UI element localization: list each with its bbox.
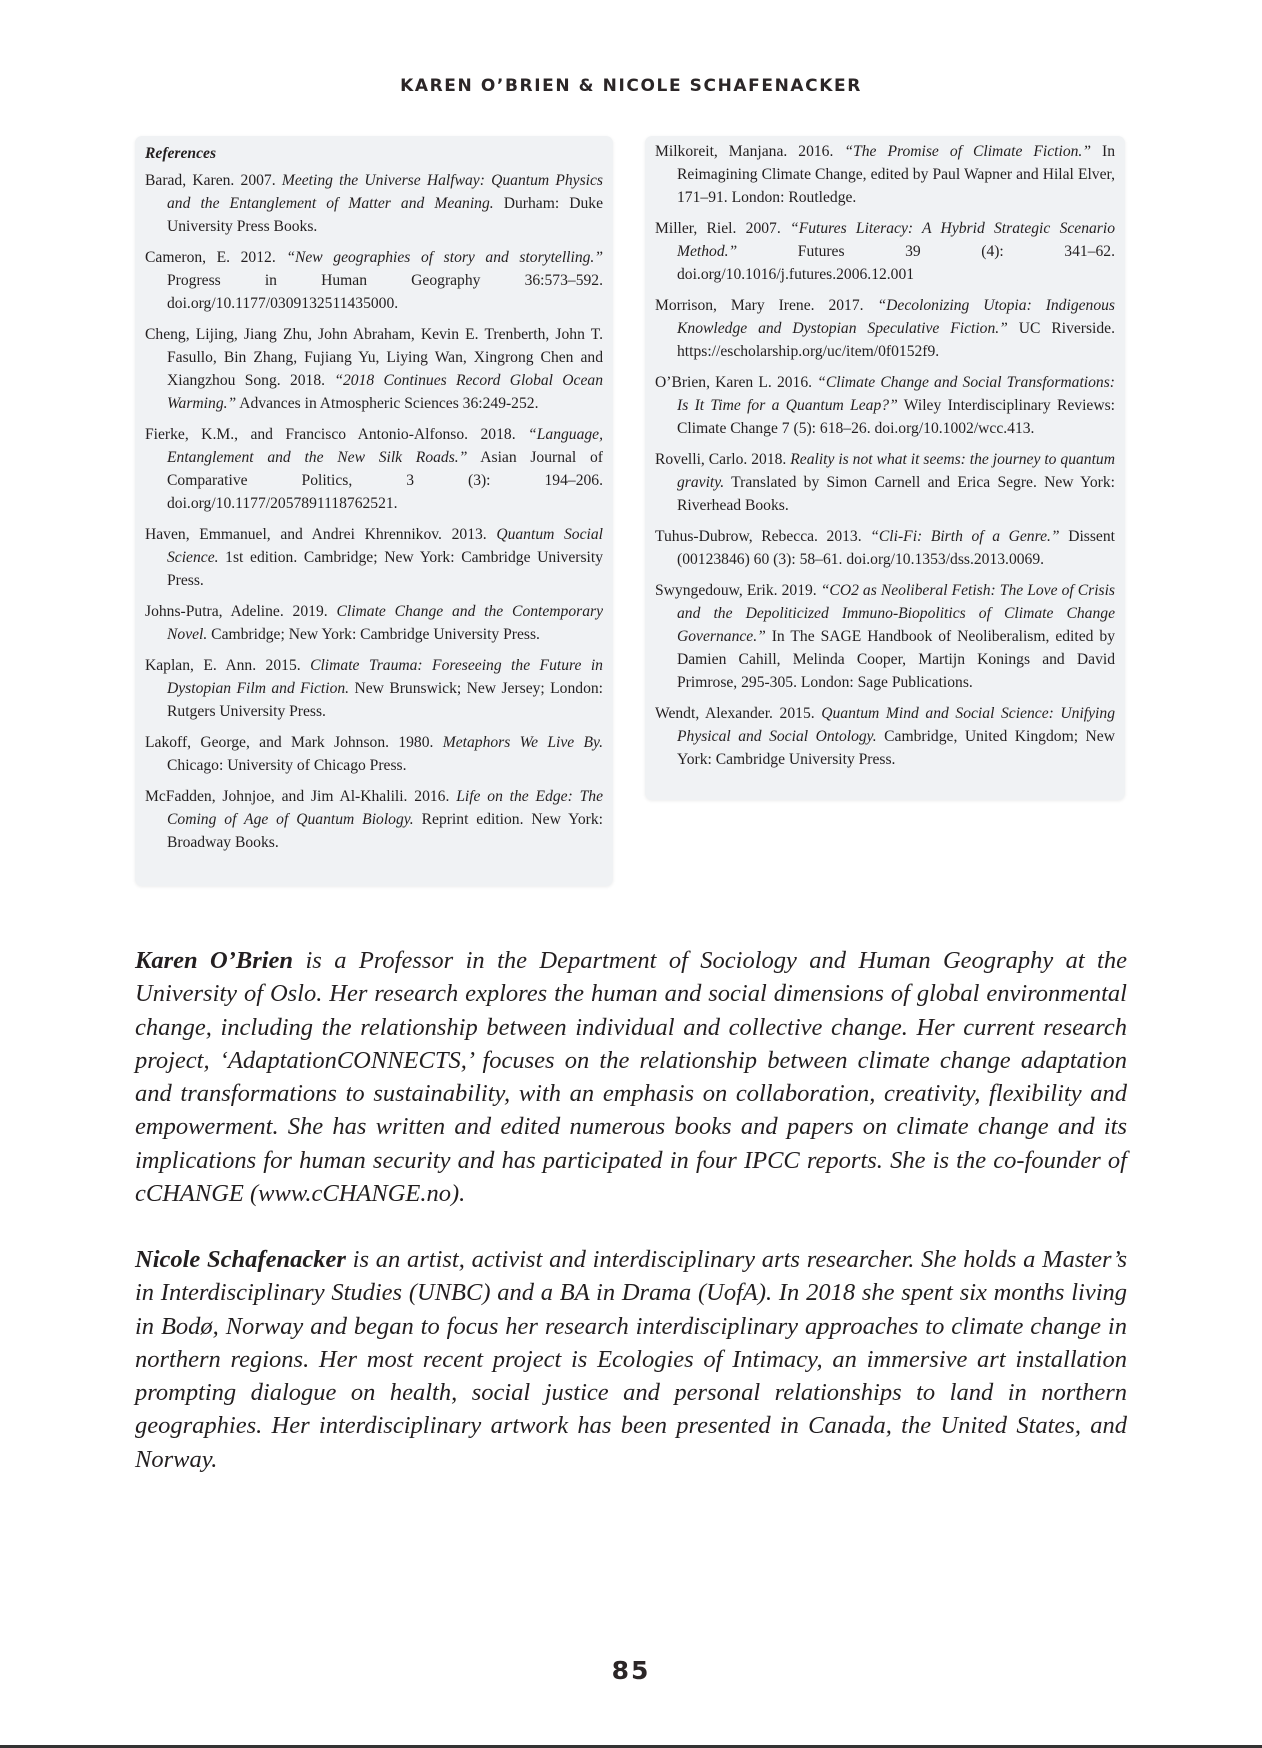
reference-title: Meeting the Universe Halfway: Quantum Physics and the Entanglement of Matter and Meaning. — [167, 172, 603, 212]
reference-text: Asian Journal of Comparative Politics, 3 (3): 194–206. doi.org/10.1177/2057891118762521. — [167, 449, 603, 512]
author-bio-text: is an artist, activist and interdisciplinary arts researcher. She holds a Master’s in Interdisciplinary Studies (UNBC) and a BA in Drama (UofA). In 2018 she spent six months living in Bodø, Norway and began to focus her research interdisciplinary approaches to climate change in northern regions. Her most recent project is Ecologies of Intimacy, an immersive art installation prompting dialogue on health, social justice and personal relationships to land in northern geographies. Her interdisciplinary artwork has been presented in Canada, the United States, and Norway. — [135, 1246, 1128, 1473]
reference-entry — [145, 423, 603, 515]
reference-entry — [655, 294, 1115, 363]
reference-text: Futures 39 (4): 341–62. doi.org/10.1016/j.futures.2006.12.001 — [677, 243, 1115, 283]
reference-entry — [655, 140, 1115, 209]
reference-title: Quantum Social Science. — [167, 526, 603, 566]
page-number: 85 — [611, 1656, 651, 1685]
reference-text: In The SAGE Handbook of Neoliberalism, edited by Damien Cahill, Melinda Cooper, Martijn Konings and David Primrose, 295-305. London: Sage Publications. — [677, 628, 1115, 691]
reference-title: “Climate Change and Social Transformations: Is It Time for a Quantum Leap?” — [677, 374, 1115, 414]
reference-text: Cheng, Lijing, Jiang Zhu, John Abraham, Kevin E. Trenberth, John T. Fasullo, Bin Zhang, Fujiang Yu, Liying Wan, Xingrong Chen and Xiangzhou Song. 2018. — [145, 326, 603, 389]
reference-entry — [145, 731, 603, 777]
reference-entry — [655, 371, 1115, 440]
reference-entry — [655, 525, 1115, 571]
reference-text: Dissent (00123846) 60 (3): 58–61. doi.org/10.1353/dss.2013.0069. — [677, 528, 1115, 568]
reference-text: Barad, Karen. 2007. — [145, 172, 282, 189]
reference-entry — [145, 169, 603, 238]
reference-text: Durham: Duke University Press Books. — [167, 195, 603, 235]
reference-title: “Futures Literacy: A Hybrid Strategic Scenario Method.” — [677, 220, 1116, 260]
reference-text: Cambridge, United Kingdom; New York: Cambridge University Press. — [677, 728, 1115, 768]
reference-text: Kaplan, E. Ann. 2015. — [145, 657, 311, 674]
reference-text: Chicago: University of Chicago Press. — [167, 757, 407, 774]
reference-text: Haven, Emmanuel, and Andrei Khrennikov. 2013. — [145, 526, 497, 543]
reference-title: Quantum Mind and Social Science: Unifying Physical and Social Ontology. — [677, 705, 1115, 745]
reference-text: Cameron, E. 2012. — [145, 249, 287, 266]
reference-list-left — [135, 169, 613, 854]
reference-entry — [145, 246, 603, 315]
author-name: Karen O’Brien — [135, 947, 294, 974]
references-heading: References — [145, 145, 217, 162]
reference-text: Wendt, Alexander. 2015. — [655, 705, 822, 722]
author-bio-text: is a Professor in the Department of Sociology and Human Geography at the University of Oslo. Her research explores the human and social dimensions of global environmental change, including the relationship between individual and collective change. Her current research project, ‘AdaptationCONNECTS,’ focuses on the relationship between climate change adaptation and transformations to sustainability, with an emphasis on collaboration, creativity, flexibility and empowerment. She has written and edited numerous books and papers on climate change and its implications for human security and has participated in four IPCC reports. She is the co-founder of cCHANGE (www.cCHANGE.no). — [135, 947, 1127, 1208]
reference-title: “The Promise of Climate Fiction.” — [844, 143, 1091, 160]
reference-text: 1st edition. Cambridge; New York: Cambridge University Press. — [167, 549, 603, 589]
reference-text: Morrison, Mary Irene. 2017. — [655, 297, 878, 314]
reference-title: Metaphors We Live By. — [442, 734, 604, 751]
reference-text: UC Riverside. https://escholarship.org/uc/item/0f0152f9. — [677, 320, 1115, 360]
reference-text: Fierke, K.M., and Francisco Antonio-Alfonso. 2018. — [145, 426, 529, 443]
reference-entry — [145, 523, 603, 592]
reference-title: “Language, Entanglement and the New Silk Roads.” — [167, 426, 603, 466]
author-bio-karen-obrien — [135, 944, 1127, 1210]
reference-text: Miller, Riel. 2007. — [655, 220, 791, 237]
references-box-right — [645, 136, 1125, 800]
reference-entry — [145, 323, 603, 415]
reference-text: McFadden, Johnjoe, and Jim Al-Khalili. 2016. — [145, 788, 457, 805]
reference-title: Climate Trauma: Foreseeing the Future in Dystopian Film and Fiction. — [167, 657, 603, 697]
reference-list-right — [645, 140, 1125, 771]
reference-text: Wiley Interdisciplinary Reviews: Climate Change 7 (5): 618–26. doi.org/10.1002/wcc.413. — [677, 397, 1116, 437]
reference-entry — [145, 785, 603, 854]
references-box-left — [135, 136, 613, 886]
reference-title: “New geographies of story and storytelling.” — [286, 249, 604, 266]
reference-text: Cambridge; New York: Cambridge University Press. — [207, 626, 540, 643]
reference-entry — [145, 600, 603, 646]
reference-text: Rovelli, Carlo. 2018. — [655, 451, 791, 468]
reference-text: New Brunswick; New Jersey; London: Rutgers University Press. — [167, 680, 603, 720]
reference-text: Milkoreit, Manjana. 2016. — [655, 143, 845, 160]
reference-entry — [655, 702, 1115, 771]
reference-entry — [145, 654, 603, 723]
reference-title: Life on the Edge: The Coming of Age of Quantum Biology. — [167, 788, 603, 828]
author-name: Nicole Schafenacker — [135, 1246, 346, 1273]
reference-text: Tuhus-Dubrow, Rebecca. 2013. — [655, 528, 871, 545]
reference-text: Advances in Atmospheric Sciences 36:249-252. — [236, 395, 539, 412]
reference-text: Reprint edition. New York: Broadway Books. — [167, 811, 603, 851]
reference-entry — [655, 579, 1115, 694]
reference-title: “2018 Continues Record Global Ocean Warming.” — [167, 372, 603, 412]
reference-text: In Reimagining Climate Change, edited by Paul Wapner and Hilal Elver, 171–91. London: Routledge. — [677, 143, 1115, 206]
author-bio-nicole-schafenacker — [135, 1243, 1127, 1476]
reference-text: Lakoff, George, and Mark Johnson. 1980. — [145, 734, 443, 751]
reference-title: “Decolonizing Utopia: Indigenous Knowledge and Dystopian Speculative Fiction.” — [677, 297, 1115, 337]
reference-title: “CO2 as Neoliberal Fetish: The Love of Crisis and the Depoliticized Immuno-Biopolitics of Climate Change Governance.” — [677, 582, 1116, 645]
reference-text: Progress in Human Geography 36:573–592. doi.org/10.1177/0309132511435000. — [167, 272, 603, 312]
reference-text: Swyngedouw, Erik. 2019. — [655, 582, 821, 599]
running-head: KAREN O’BRIEN & NICOLE SCHAFENACKER — [400, 76, 862, 96]
reference-text: Johns-Putra, Adeline. 2019. — [145, 603, 337, 620]
reference-text: Translated by Simon Carnell and Erica Segre. New York: Riverhead Books. — [677, 474, 1115, 514]
reference-title: Reality is not what it seems: the journey to quantum gravity. — [677, 451, 1115, 491]
reference-title: Climate Change and the Contemporary Novel. — [167, 603, 604, 643]
reference-text: O’Brien, Karen L. 2016. — [655, 374, 818, 391]
reference-title: “Cli-Fi: Birth of a Genre.” — [870, 528, 1060, 545]
reference-entry — [655, 217, 1115, 286]
reference-entry — [655, 448, 1115, 517]
